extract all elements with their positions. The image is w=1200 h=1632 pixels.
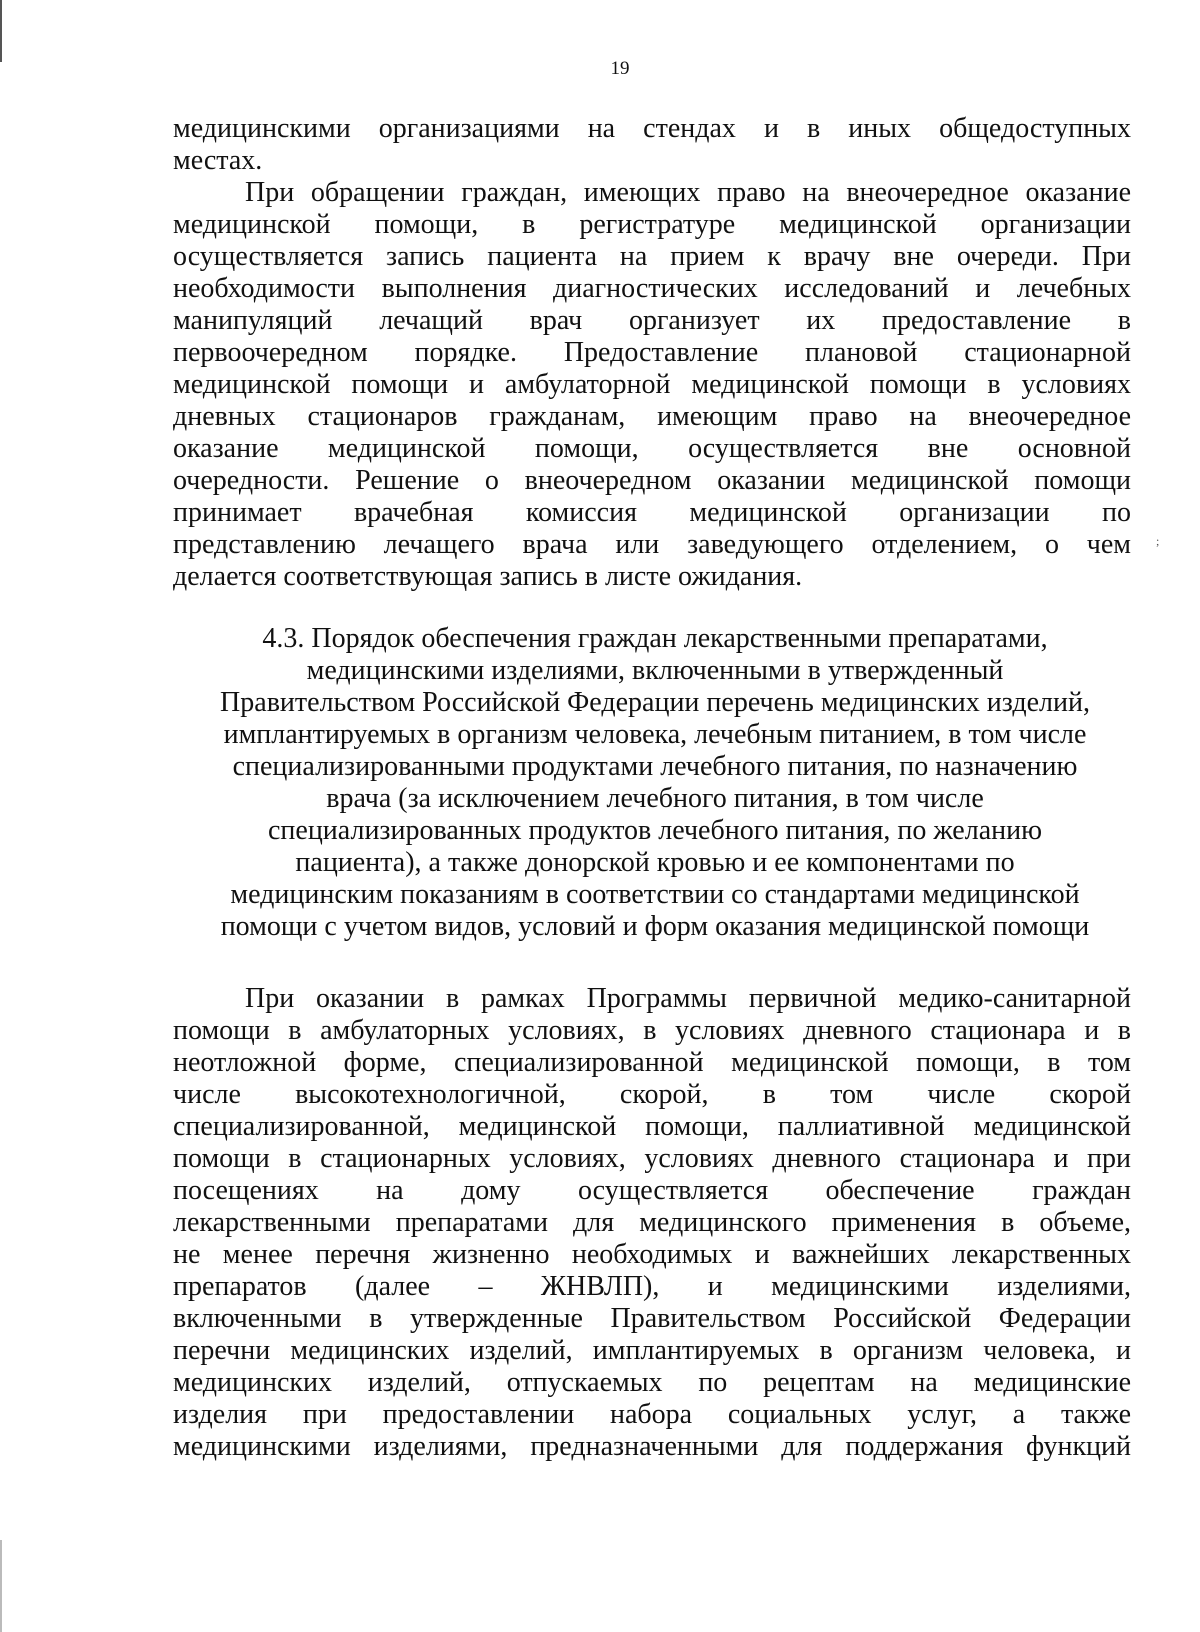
text-line: медицинскими изделиями, предназначенными для поддержания функций [173,1431,1131,1462]
text-line: манипуляций лечащий врач организует их предоставление в [173,305,1131,336]
text-line: При обращении граждан, имеющих право на внеочередное оказание [245,177,1131,208]
text-line: медицинских изделий, отпускаемых по рецептам на медицинские [173,1367,1131,1398]
text-line: медицинской помощи, в регистратуре медицинской организации [173,209,1131,240]
scan-edge-mark [0,1540,2,1632]
section-heading-line: пациента), а также донорской кровью и ее компонентами по [295,847,1015,878]
text-line: числе высокотехнологичной, скорой, в том числе скорой [173,1079,1131,1110]
text-line: перечни медицинских изделий, имплантируемых в организм человека, и [173,1335,1131,1366]
text-line: необходимости выполнения диагностических исследований и лечебных [173,273,1131,304]
text-line: посещениях на дому осуществляется обеспечение граждан [173,1175,1131,1206]
scan-edge-mark [0,0,2,62]
text-line: очередности. Решение о внеочередном оказании медицинской помощи [173,465,1131,496]
text-line: лекарственными препаратами для медицинского применения в объеме, [173,1207,1131,1238]
text-line: оказание медицинской помощи, осуществляется вне основной [173,433,1131,464]
text-line: первоочередном порядке. Предоставление плановой стационарной [173,337,1131,368]
text-line: помощи в стационарных условиях, условиях дневного стационара и при [173,1143,1131,1174]
text-line: делается соответствующая запись в листе ожидания. [173,561,803,592]
text-line: медицинскими организациями на стендах и в иных общедоступных [173,113,1131,144]
text-line: не менее перечня жизненно необходимых и важнейших лекарственных [173,1239,1131,1270]
text-line: представлению лечащего врача или заведующего отделением, о чем [173,529,1131,560]
section-heading-line: Правительством Российской Федерации перечень медицинских изделий, [220,687,1090,718]
text-line: специализированной, медицинской помощи, паллиативной медицинской [173,1111,1131,1142]
text-line: При оказании в рамках Программы первичной медико-санитарной [245,983,1131,1014]
section-heading-line: специализированных продуктов лечебного питания, по желанию [267,815,1043,846]
section-heading-line: медицинскими изделиями, включенными в утвержденный [306,655,1004,686]
text-line: принимает врачебная комиссия медицинской организации по [173,497,1131,528]
text-line: помощи в амбулаторных условиях, в условиях дневного стационара и в [173,1015,1131,1046]
text-line: препаратов (далее – ЖНВЛП), и медицинскими изделиями, [173,1271,1131,1302]
section-heading-line: 4.3. Порядок обеспечения граждан лекарственными препаратами, [262,623,1048,654]
text-line: включенными в утвержденные Правительством Российской Федерации [173,1303,1131,1334]
text-line: медицинской помощи и амбулаторной медицинской помощи в условиях [173,369,1131,400]
page-number: 19 [610,58,630,79]
section-heading-line: помощи с учетом видов, условий и форм оказания медицинской помощи [220,911,1090,942]
section-heading-line: имплантируемых в организм человека, лечебным питанием, в том числе [223,719,1087,750]
text-line: дневных стационаров гражданам, имеющим право на внеочередное [173,401,1131,432]
section-heading-line: врача (за исключением лечебного питания, в том числе [326,783,984,814]
scan-speck: ; [1156,534,1160,548]
text-line: неотложной форме, специализированной медицинской помощи, в том [173,1047,1131,1078]
text-line: местах. [173,145,263,176]
text-line: изделия при предоставлении набора социальных услуг, а также [173,1399,1131,1430]
text-line: осуществляется запись пациента на прием к врачу вне очереди. При [173,241,1131,272]
section-heading-line: медицинским показаниям в соответствии со стандартами медицинской [230,879,1080,910]
section-heading-line: специализированными продуктами лечебного питания, по назначению [232,751,1078,782]
